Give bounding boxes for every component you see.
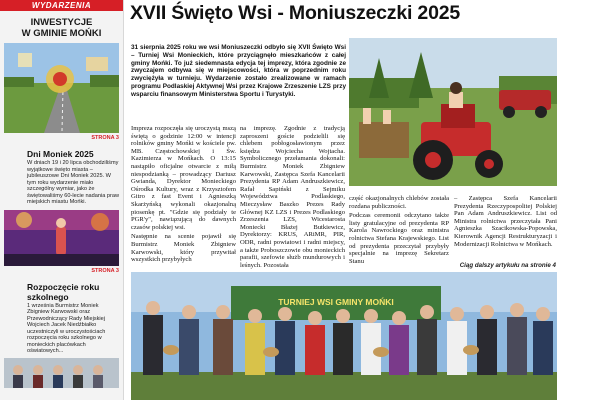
road-photo[interactable]: [4, 43, 119, 133]
continued-note[interactable]: Ciąg dalszy artykułu na stronie 4: [459, 262, 556, 269]
concert-illustration: [4, 210, 119, 266]
story2-page-ref[interactable]: STRONA 3: [91, 267, 119, 274]
sidebar-headline-line2: W GMINIE MOŃKI: [21, 28, 102, 39]
tractor-photo[interactable]: [349, 38, 557, 186]
school-illustration: [4, 358, 119, 388]
days-of-monki-text: W dniach 19 i 20 lipca obchodziliśmy wyjątkowe święto miasta – jubileuszowe Dni Moniek 2025. W tym roku wydarzenie miało szczególny wymiar, jako że świętowaliśmy 60-lecie nadania praw miejskich miastu Mońki.: [27, 160, 120, 205]
school-year-text: 1 września Burmistrz Moniek Zbigniew Karwowski oraz Przewodniczący Rady Miejskiej Wojciech Jacek Niedźbiałko uczestniczyli w uroczystościach rozpoczęcia roku szkolnego w monieckich placówkach oświatowych...: [27, 302, 106, 354]
road-illustration: [4, 43, 119, 133]
events-sidebar: [0, 0, 124, 400]
article-column-2: [240, 125, 345, 269]
group-photo[interactable]: [131, 272, 557, 400]
concert-photo[interactable]: [4, 210, 119, 266]
sidebar-headline-line1: INWESTYCJE: [30, 17, 93, 28]
article-column-4: [454, 195, 557, 248]
paragraph: – Zastępca Szefa Kancelarii Prezydenta Rzeczypospolitej Polskiej Pan Adam Andruszkiewicz. List od Ministra rolnictwa przeczytała Pani Agnieszka Szacikowska-Popowska, Kierownik Agencji Restrukturyzacji i Modernizacji Rolnictwa w Mońkach.: [454, 195, 557, 248]
days-of-monki-title[interactable]: Dni Moniek 2025: [27, 149, 94, 159]
paragraph: Impreza rozpoczęła się uroczystą mszą świętą o godzinie 12:00 w intencji rolników gminy Mońki w kościele pw. MB. Częstochowskiej i Św. Kazimierza w Mońkach. O 13:15 nastąpiło oficjalne otwarcie z miłą niespodzianką – prowadzący Dariusz Gwianda, Dyrektor Monieckiego Ośrodka Kultury, wraz z Krzysztofem Gitro z fast Event i Agnieszką Skarżyńską wykonali okazjonalną piosenkę pt. "Gdzie się podziały te PGR'y", nawiązującą do dawnych czasów polskiej wsi.: [131, 125, 236, 231]
paragraph: na imprezę. Zgodnie z tradycją zaproszeni goście podzielili się chlebem pobłogosławionym przez księdza Wojciecha Wojtacha. Symbolicznego przełamania dokonali: Burmistrz Moniek Zbigniew Karwowski, Zastępca Szefa Kancelarii Prezydenta RP Adam Andruszkiewicz, Rafał Sapiński z Sejmiku Województwa Podlaskiego, Mieczysław Baszko Prezes Rady Głównej KZ LZS i Prezes Podlaskiego Zrzeszenia LZS, Wicestarosta Moniecki Błażej Butkiewicz, Dyrektorzy: KRUS, ARiMR, PIR, ODR, radni powiatowi i radni miejscy, a także Proboszczowie obu monieckich parafii, szefowie służb mundurowych i leśnych. Pozostała: [240, 125, 345, 269]
sidebar-headline[interactable]: [0, 17, 123, 39]
article-column-1: [131, 125, 236, 264]
school-year-title[interactable]: Rozpoczęcie roku szkolnego: [27, 281, 100, 302]
tractor-illustration: [349, 38, 557, 186]
school-photo[interactable]: [4, 358, 119, 388]
article-column-3: [349, 195, 449, 265]
paragraph: część okazjonalnych chlebów została rozdana publiczności.: [349, 195, 449, 210]
article-lead: 31 sierpnia 2025 roku we wsi Moniuszeczki odbyło się XVII Święto Wsi – Turniej Wsi Monieckich, które przyciągnęło mieszkańców z całej gminy Mońki. To już siedemnasta edycja tej imprezy, która zgodnie ze zwyczajem odbywa się w miejscowości, która w poprzednim roku zwyciężyła w turnieju. Wydarzenie zostało zrealizowane w ramach programu Podlaskiej Aktywnej Wsi przez Krajowe Zrzeszenie LZS przy wsparciu finansowym Ministerstwa Sportu i Turystyki.: [131, 44, 346, 98]
sidebar-header: WYDARZENIA: [0, 0, 123, 11]
paragraph: Następnie na scenie pojawił się Burmistrz Moniek Zbigniew Karwowski, który przywitał wszystkich przybyłych: [131, 233, 236, 264]
paragraph: Podczas ceremonii odczytano także listy gratulacyjne od prezydenta RP Karola Nawrockiego oraz ministra rolnictwa Stefana Krajewskiego. List od prezydenta przeczytał przybyły specjalnie na imprezę Sekretarz Stanu: [349, 212, 449, 265]
banner-text: TURNIEJ WSI GMINY MOŃKI: [278, 297, 394, 307]
article-title: XVII Święto Wsi - Moniuszeczki 2025: [130, 2, 461, 24]
story1-page-ref[interactable]: STRONA 3: [91, 135, 119, 141]
group-illustration: [131, 272, 557, 400]
